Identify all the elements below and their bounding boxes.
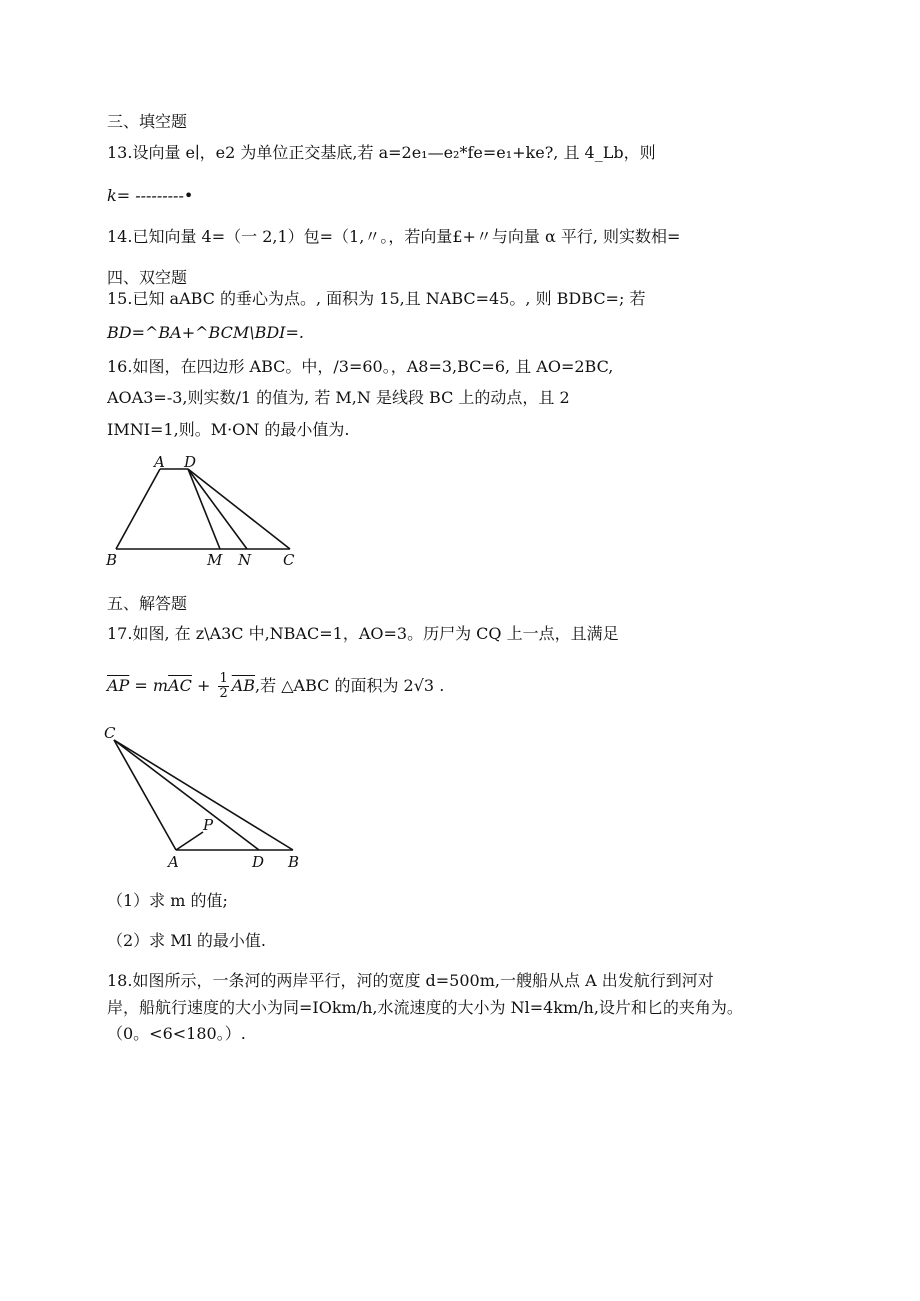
formula-fraction: [218, 672, 228, 701]
question-15-line2: BD=^BA+^BCM\BDI=.: [107, 323, 304, 342]
question-17: [107, 624, 619, 644]
fig16-label-m: M: [207, 551, 223, 569]
fig17-label-b: B: [288, 853, 300, 871]
fig16-label-n: N: [238, 551, 252, 569]
question-17-line1: .如图, 在 z\A3C 中,NBAC=1，AO=3。历尸为 CQ 上一点，且满足: [127, 624, 619, 643]
question-16-line1: .如图，在四边形 ABC。中，/3=60。，A8=3,BC=6, 且 AO=2BC,: [127, 357, 614, 376]
fig17-label-c: C: [104, 724, 116, 742]
question-16-line3: IMNI=1,则。M·ON 的最小值为.: [107, 420, 350, 439]
question-13-text: .设向量 e∣，e2 为单位正交基底,若 a=2e₁—e₂*fe=e₁+ke?, 且 4_Lb，则: [127, 143, 656, 162]
question-17-number: 17: [107, 624, 128, 643]
question-13: [107, 143, 656, 163]
question-16-number: 16: [107, 357, 128, 376]
formula-eq: = m: [129, 676, 169, 695]
question-13-number: 13: [107, 143, 128, 162]
question-17-formula: [107, 672, 444, 701]
question-17-part-1: （1）求 m 的值;: [107, 891, 228, 910]
question-15: [107, 289, 645, 309]
formula-plus: +: [191, 676, 216, 695]
question-18: [107, 971, 714, 991]
question-13-answer-blank: k= ---------•: [107, 186, 194, 205]
question-14-number: 14: [107, 227, 128, 246]
fig16-label-a: A: [154, 453, 165, 471]
question-16: [107, 357, 613, 377]
question-16-line2: AOA3=-3,则实数/1 的值为, 若 M,N 是线段 BC 上的动点，且 2: [107, 388, 570, 407]
fig16-label-b: B: [106, 551, 118, 569]
question-18-line1: .如图所示，一条河的两岸平行，河的宽度 d=500m,一艘船从点 A 出发航行到河对: [127, 971, 714, 990]
figure-quadrilateral: [100, 452, 300, 576]
fig17-label-a: A: [168, 853, 179, 871]
section-fill-heading: 三、填空题: [107, 112, 188, 131]
figure-triangle: [100, 722, 320, 881]
question-18-number: 18: [107, 971, 128, 990]
section-answer-heading: 五、解答题: [107, 594, 188, 613]
question-18-line3: （0。<6<180。）.: [107, 1024, 246, 1043]
fig16-label-d: D: [184, 453, 197, 471]
fig16-label-c: C: [283, 551, 295, 569]
question-17-part-2: （2）求 Ml 的最小值.: [107, 931, 266, 950]
formula-vector-ab: $\overline{AB}$: [231, 676, 256, 695]
question-15-line1: .已知 aABC 的垂心为点。, 面积为 15,且 NABC=45。, 则 BDBC=; 若: [127, 289, 646, 308]
fraction-denominator: 2: [219, 686, 228, 701]
fig17-label-d: D: [252, 853, 265, 871]
question-14: [107, 227, 680, 247]
fig17-label-p: P: [203, 816, 214, 834]
section-double-heading: 四、双空题: [107, 268, 188, 287]
question-18-line2: 岸，船航行速度的大小为同=IOkm/h,水流速度的大小为 Nl=4km/h,设片和匕的夹角为。: [107, 998, 743, 1017]
formula-vector-ap: $\overline{AP}$: [107, 676, 130, 695]
question-15-number: 15: [107, 289, 128, 308]
formula-vector-ac: $\overline{AC}$: [168, 676, 192, 695]
question-14-text: .已知向量 4=（一 2,1）包=（1,〃。，若向量£+〃与向量 α 平行, 则实数相=: [127, 227, 681, 246]
formula-tail: ,若 △ABC 的面积为 2√3 .: [255, 676, 445, 695]
fraction-numerator: 1: [219, 671, 228, 686]
